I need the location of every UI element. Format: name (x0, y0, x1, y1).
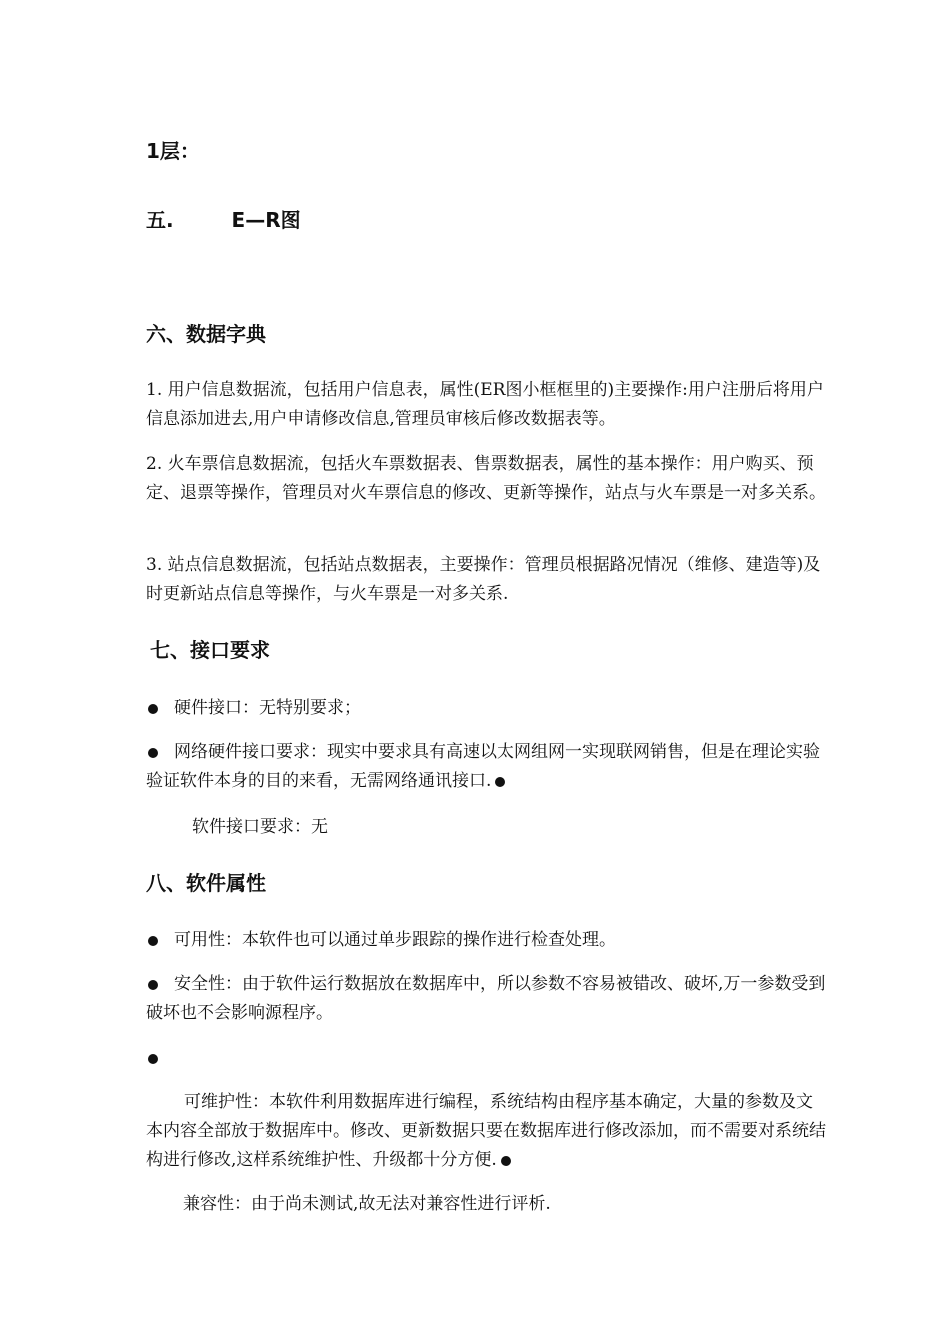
bullet-icon (148, 748, 158, 758)
compatibility-text: 兼容性：由于尚未测试,故无法对兼容性进行评析. (183, 1194, 551, 1214)
section-5-heading (146, 206, 826, 234)
bullet-icon (495, 777, 505, 787)
network-interface-text: 网络硬件接口要求：现实中要求具有高速以太网组网一实现联网销售，但是在理论实验验证软件本身的目的来看，无需网络通讯接口. (146, 742, 820, 791)
bullet-icon (148, 980, 158, 990)
maintainability-bullet-line (146, 1048, 826, 1062)
section-6-heading: 六、数据字典 (146, 322, 266, 346)
bullet-icon (501, 1156, 511, 1166)
maintainability-item (146, 1088, 826, 1175)
data-dictionary-item-2: 2. 火车票信息数据流，包括火车票数据表、售票数据表，属性的基本操作：用户购买、预定、退票等操作，管理员对火车票信息的修改、更新等操作，站点与火车票是一对多关系。 (146, 454, 826, 503)
section-7-heading: 七、接口要求 (150, 638, 270, 662)
bullet-icon (148, 1054, 158, 1064)
usability-item (146, 926, 826, 955)
software-interface-text: 软件接口要求：无 (192, 817, 328, 837)
data-dictionary-item-1: 1. 用户信息数据流，包括用户信息表，属性(ER图小框框里的)主要操作:用户注册后将用户信息添加进去,用户申请修改信息,管理员审核后修改数据表等。 (146, 380, 824, 429)
maintainability-text: 可维护性：本软件利用数据库进行编程，系统结构由程序基本确定，大量的参数及文本内容全部放于数据库中。修改、更新数据只要在数据库进行修改添加，而不需要对系统结构进行修改,这样系统维护性、升级都十分方便. (146, 1092, 826, 1170)
section-5-number: 五. (146, 208, 174, 232)
security-item (146, 970, 826, 1028)
network-interface-item (146, 738, 826, 796)
bullet-icon (148, 936, 158, 946)
bullet-icon (148, 704, 158, 714)
data-dictionary-item-3: 3. 站点信息数据流，包括站点数据表，主要操作：管理员根据路况情况（维修、建造等)及时更新站点信息等操作，与火车票是一对多关系. (146, 555, 821, 604)
section-8-heading: 八、软件属性 (146, 871, 266, 895)
layer-1-heading: 1层： (146, 139, 200, 163)
usability-text: 可用性：本软件也可以通过单步跟踪的操作进行检查处理。 (174, 930, 616, 950)
hardware-interface-text: 硬件接口：无特别要求； (174, 698, 361, 718)
security-text: 安全性：由于软件运行数据放在数据库中，所以参数不容易被错改、破坏,万一参数受到破坏也不会影响源程序。 (146, 974, 826, 1023)
section-5-title: E—R图 (231, 208, 301, 232)
hardware-interface-item (146, 694, 826, 723)
